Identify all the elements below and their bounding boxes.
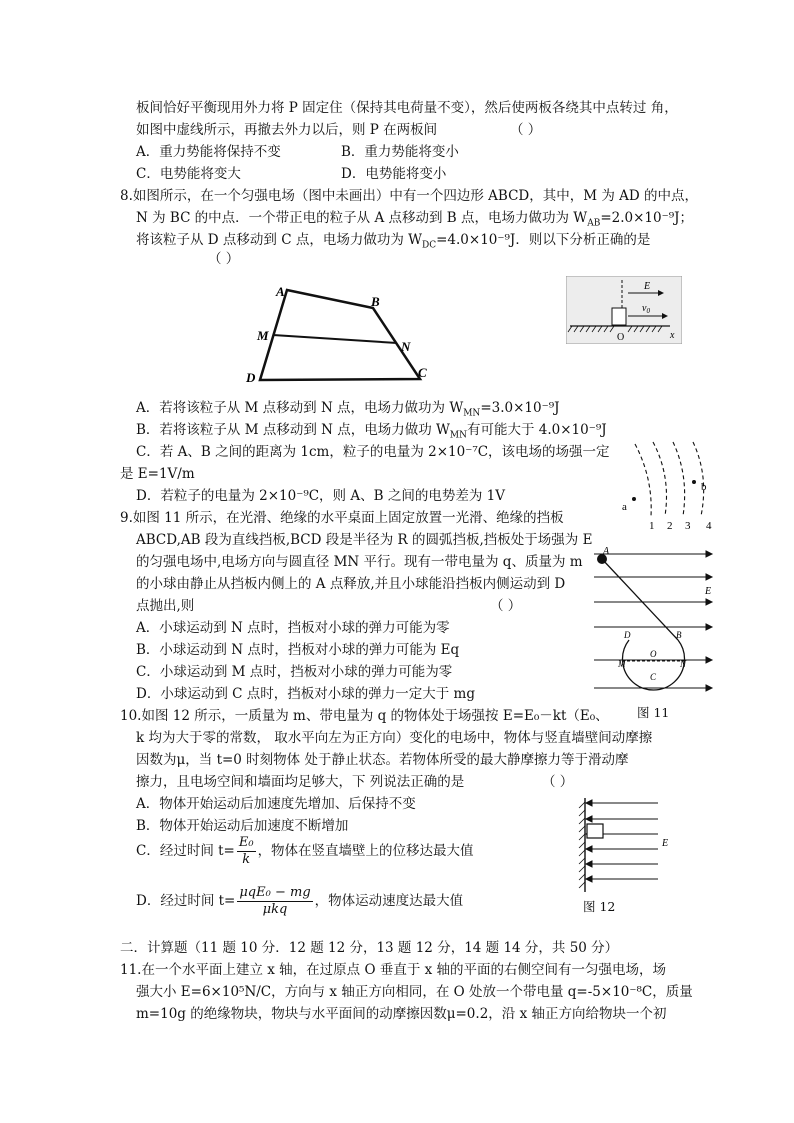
- option-b: B．重力势能将变小: [341, 144, 459, 160]
- quadrilateral-figure: [240, 280, 440, 390]
- question-10-text: k 均为大于零的常数， 取水平向左为正方向）变化的电场中，物体与竖直墙壁间动摩擦: [136, 730, 653, 746]
- question-11-text: 强大小 E=6×10⁵N/C，方向与 x 轴正方向相同，在 O 处放一个带电量 q=-5×10⁻⁸C，质量: [136, 984, 693, 1000]
- question-10-text: 因数为μ，当 t=0 时刻物体 处于静止状态。若物体所受的最大静摩擦力等于滑动摩: [136, 752, 629, 768]
- svg-text:v0: $v_0$: [642, 303, 650, 315]
- option-a: A．物体开始运动后加速度先增加、后保持不变: [136, 796, 416, 812]
- option-c: C．经过时间 t= $\frac{\text{E₀}}{k}$ ，物体在竖直墙壁上的位移达最大值: [136, 835, 474, 867]
- question-9-text: ABCD,AB 段为直线挡板,BCD 段是半径为 R 的圆弧挡板,挡板处于场强为 E: [136, 532, 593, 548]
- svg-text:O: O: [650, 649, 657, 659]
- label-m: M: [257, 328, 269, 343]
- option-d: D．小球运动到 C 点时，挡板对小球的弹力一定大于 mg: [136, 686, 475, 702]
- option-a: A．若将该粒子从 M 点移动到 N 点，电场力做功为 $W_{MN}=3.0\times 10^{-9}J$: [136, 400, 560, 419]
- option-c-cont: 是 E=1V/m: [120, 466, 195, 482]
- svg-text:a: a: [622, 501, 627, 513]
- text-line: 板间恰好平衡现用外力将 P 固定住（保持其电荷量不变），然后使两板各绕其中点转过 角，: [136, 100, 678, 116]
- option-c: C．若 A、B 之间的距离为 1cm，粒子的电量为 2×10⁻⁷C，该电场的场强一定: [136, 444, 610, 460]
- option-a: A．重力势能将保持不变: [136, 144, 281, 160]
- option-d: D．经过时间 t= $\frac{\text{μqE₀ − mg}}{\text{μkq}}$ ，物体运动速度达最大值: [136, 885, 464, 917]
- figure-11-caption: 图 11: [637, 705, 670, 720]
- svg-text:O: O: [617, 332, 625, 343]
- label-d: D: [246, 370, 256, 385]
- section-2-title: 二．计算题（11 题 10 分．12 题 12 分，13 题 12 分，14 题 14 分，共 50 分）: [120, 940, 619, 956]
- question-8-text: 8.如图所示，在一个匀强电场（图中未画出）中有一个四边形 ABCD，其中，M 为 AD 的中点，: [120, 188, 699, 204]
- svg-text:3: 3: [685, 520, 691, 530]
- svg-text:2: 2: [667, 520, 673, 530]
- figure-12: [578, 796, 678, 896]
- svg-text:N: N: [680, 659, 687, 669]
- option-b: B．若将该粒子从 M 点移动到 N 点，电场力做功 $W_{MN}$有可能大于 4.0×10⁻⁹J: [136, 422, 607, 441]
- option-b: B．物体开始运动后加速度不断增加: [136, 818, 349, 834]
- answer-paren: （ ）: [208, 251, 240, 267]
- figure-12-caption: 图 12: [583, 899, 616, 914]
- question-11-text: m=10g 的绝缘物块，物块与水平面间的动摩擦因数μ=0.2，沿 x 轴正方向给物块一个初: [136, 1006, 667, 1022]
- label-a: A: [276, 284, 285, 299]
- question-9-text: 9.如图 11 所示，在光滑、绝缘的水平桌面上固定放置一光滑、绝缘的挡板: [120, 510, 564, 526]
- label-c: C: [418, 365, 427, 380]
- svg-text:1: 1: [649, 520, 655, 530]
- option-b: B．小球运动到 N 点时，挡板对小球的弹力可能为 Eq: [136, 642, 460, 658]
- option-c: C．小球运动到 M 点时，挡板对小球的弹力可能为零: [136, 664, 453, 680]
- option-d: D．若粒子的电量为 2×10⁻⁹C，则 A、B 之间的电势差为 1V: [136, 488, 505, 504]
- svg-text:x: x: [670, 330, 675, 341]
- figure-11: [592, 540, 717, 700]
- question-10-text: 10.如图 12 所示，一质量为 m、带电量为 q 的物体处于场强按 E=E₀－kt（E₀、: [120, 708, 609, 724]
- question-9-text: 的匀强电场中,电场方向与圆直径 MN 平行。现有一带电量为 q、质量为 m: [136, 554, 583, 570]
- question-11-text: 11.在一个水平面上建立 x 轴，在过原点 O 垂直于 x 轴的平面的右侧空间有一匀强电场，场: [120, 962, 667, 978]
- label-b: B: [371, 294, 380, 309]
- question-9-text: 的小球由静止从挡板内侧上的 A 点释放,并且小球能沿挡板内侧运动到 D: [136, 576, 566, 592]
- svg-text:B: B: [676, 630, 682, 640]
- question-10-text: 擦力，且电场空间和墙面均足够大，下 列说法正确的是: [136, 774, 465, 790]
- field-block-figure: [566, 276, 682, 344]
- answer-paren: （ ）: [510, 122, 542, 138]
- svg-text:4: 4: [706, 520, 712, 530]
- equipotential-lines-figure: [605, 440, 720, 530]
- option-c: C．电势能将变大: [136, 166, 241, 182]
- question-8-text: 将该粒子从 D 点移动到 C 点，电场力做功为 $W_{DC}=4.0\times 10^{-9}J$．则以下分析正确的是: [136, 232, 651, 251]
- question-9-text: 点抛出,则: [136, 598, 195, 614]
- option-a: A．小球运动到 N 点时，挡板对小球的弹力可能为零: [136, 620, 450, 636]
- svg-text:E: E: [705, 586, 712, 597]
- label-n: N: [401, 339, 411, 354]
- answer-paren: （ ）: [542, 774, 574, 790]
- svg-text:E: E: [662, 838, 669, 849]
- svg-text:b: b: [701, 481, 707, 493]
- svg-text:E: E: [644, 281, 651, 292]
- svg-text:M: M: [618, 659, 626, 669]
- text-line: 如图中虚线所示，再撤去外力以后，则 P 在两板间: [136, 122, 438, 138]
- svg-text:A: A: [603, 546, 610, 557]
- option-d: D．电势能将变小: [341, 166, 447, 182]
- answer-paren: （ ）: [490, 598, 522, 614]
- question-8-text: N 为 BC 的中点．一个带正电的粒子从 A 点移动到 B 点，电场力做功为 $W_{AB}=2.0\times 10^{-9}J$；: [136, 210, 694, 229]
- svg-text:C: C: [650, 672, 657, 682]
- svg-text:D: D: [624, 630, 631, 640]
